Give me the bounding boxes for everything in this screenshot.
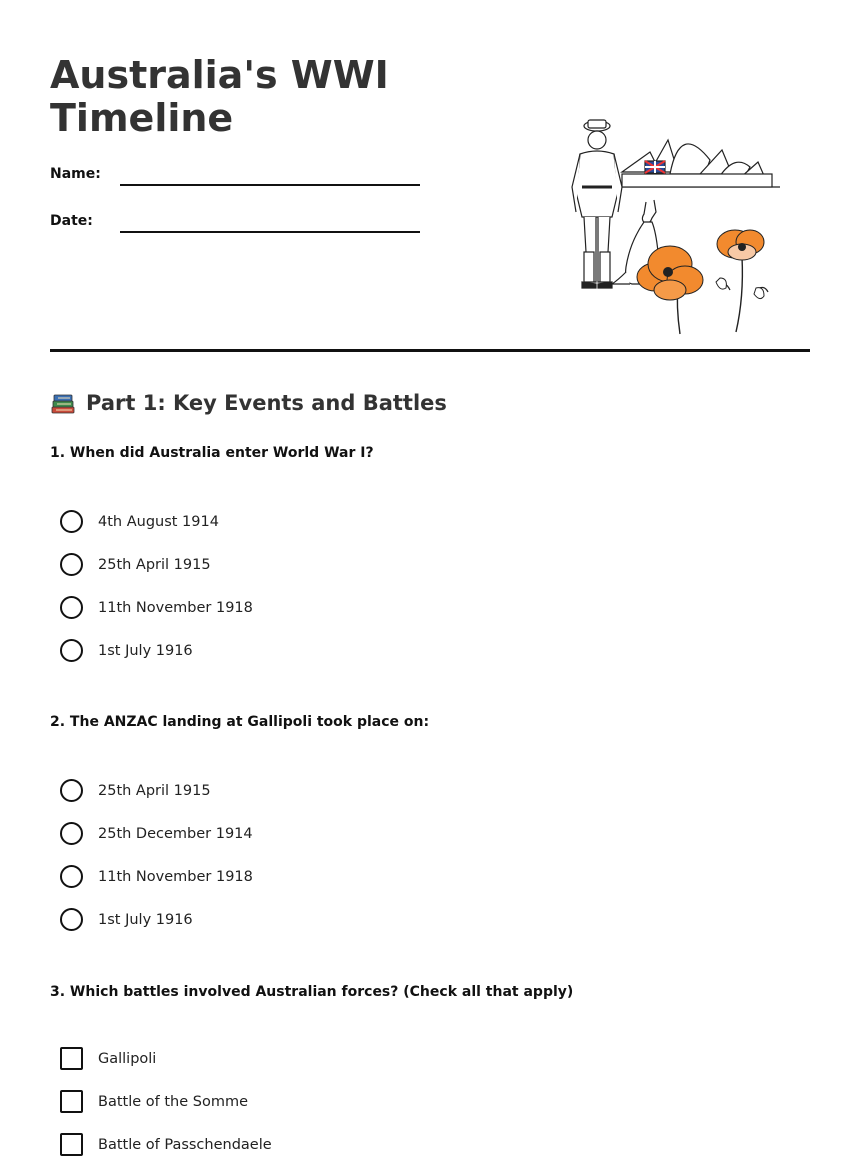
name-field-row xyxy=(50,166,420,182)
q1-option-1[interactable] xyxy=(60,510,219,533)
question-3: 3. Which battles involved Australian forces? (Check all that apply) xyxy=(50,984,574,1000)
checkbox[interactable] xyxy=(60,1133,83,1156)
opera-house-icon xyxy=(620,140,780,187)
option-label: 25th April 1915 xyxy=(98,556,211,573)
radio-button[interactable] xyxy=(60,639,83,662)
date-label: Date: xyxy=(50,213,93,229)
option-label: 25th December 1914 xyxy=(98,825,253,842)
soldier-icon xyxy=(572,120,622,288)
books-icon xyxy=(50,390,76,416)
radio-button[interactable] xyxy=(60,822,83,845)
q2-option-4[interactable] xyxy=(60,908,193,931)
question-1: 1. When did Australia enter World War I? xyxy=(50,445,374,461)
title-line-2: Timeline xyxy=(50,96,234,140)
q2-option-2[interactable] xyxy=(60,822,253,845)
question-2: 2. The ANZAC landing at Gallipoli took place on: xyxy=(50,714,430,730)
radio-button[interactable] xyxy=(60,779,83,802)
option-label: Battle of the Somme xyxy=(98,1093,248,1110)
page-title xyxy=(50,54,410,140)
q1-option-3[interactable] xyxy=(60,596,253,619)
option-label: 4th August 1914 xyxy=(98,513,219,530)
q1-option-4[interactable] xyxy=(60,639,193,662)
option-label: 11th November 1918 xyxy=(98,868,253,885)
option-label: 25th April 1915 xyxy=(98,782,211,799)
name-label: Name: xyxy=(50,166,101,182)
option-label: 1st July 1916 xyxy=(98,642,193,659)
q3-option-3[interactable] xyxy=(60,1133,272,1156)
part1-heading xyxy=(50,390,447,416)
anzac-illustration xyxy=(560,112,790,337)
name-field[interactable] xyxy=(120,184,420,186)
option-label: 11th November 1918 xyxy=(98,599,253,616)
radio-button[interactable] xyxy=(60,596,83,619)
option-label: Gallipoli xyxy=(98,1050,157,1067)
radio-button[interactable] xyxy=(60,510,83,533)
q3-option-2[interactable] xyxy=(60,1090,248,1113)
option-label: 1st July 1916 xyxy=(98,911,193,928)
radio-button[interactable] xyxy=(60,908,83,931)
radio-button[interactable] xyxy=(60,865,83,888)
option-label: Battle of Passchendaele xyxy=(98,1136,272,1153)
title-line-1: Australia's WWI xyxy=(50,53,389,97)
checkbox[interactable] xyxy=(60,1090,83,1113)
q3-option-1[interactable] xyxy=(60,1047,156,1070)
part1-heading-text: Part 1: Key Events and Battles xyxy=(86,391,447,415)
checkbox[interactable] xyxy=(60,1047,83,1070)
date-field[interactable] xyxy=(120,231,420,233)
radio-button[interactable] xyxy=(60,553,83,576)
header-divider xyxy=(50,349,810,352)
date-field-row xyxy=(50,213,420,229)
q2-option-1[interactable] xyxy=(60,779,211,802)
q1-option-2[interactable] xyxy=(60,553,211,576)
q2-option-3[interactable] xyxy=(60,865,253,888)
